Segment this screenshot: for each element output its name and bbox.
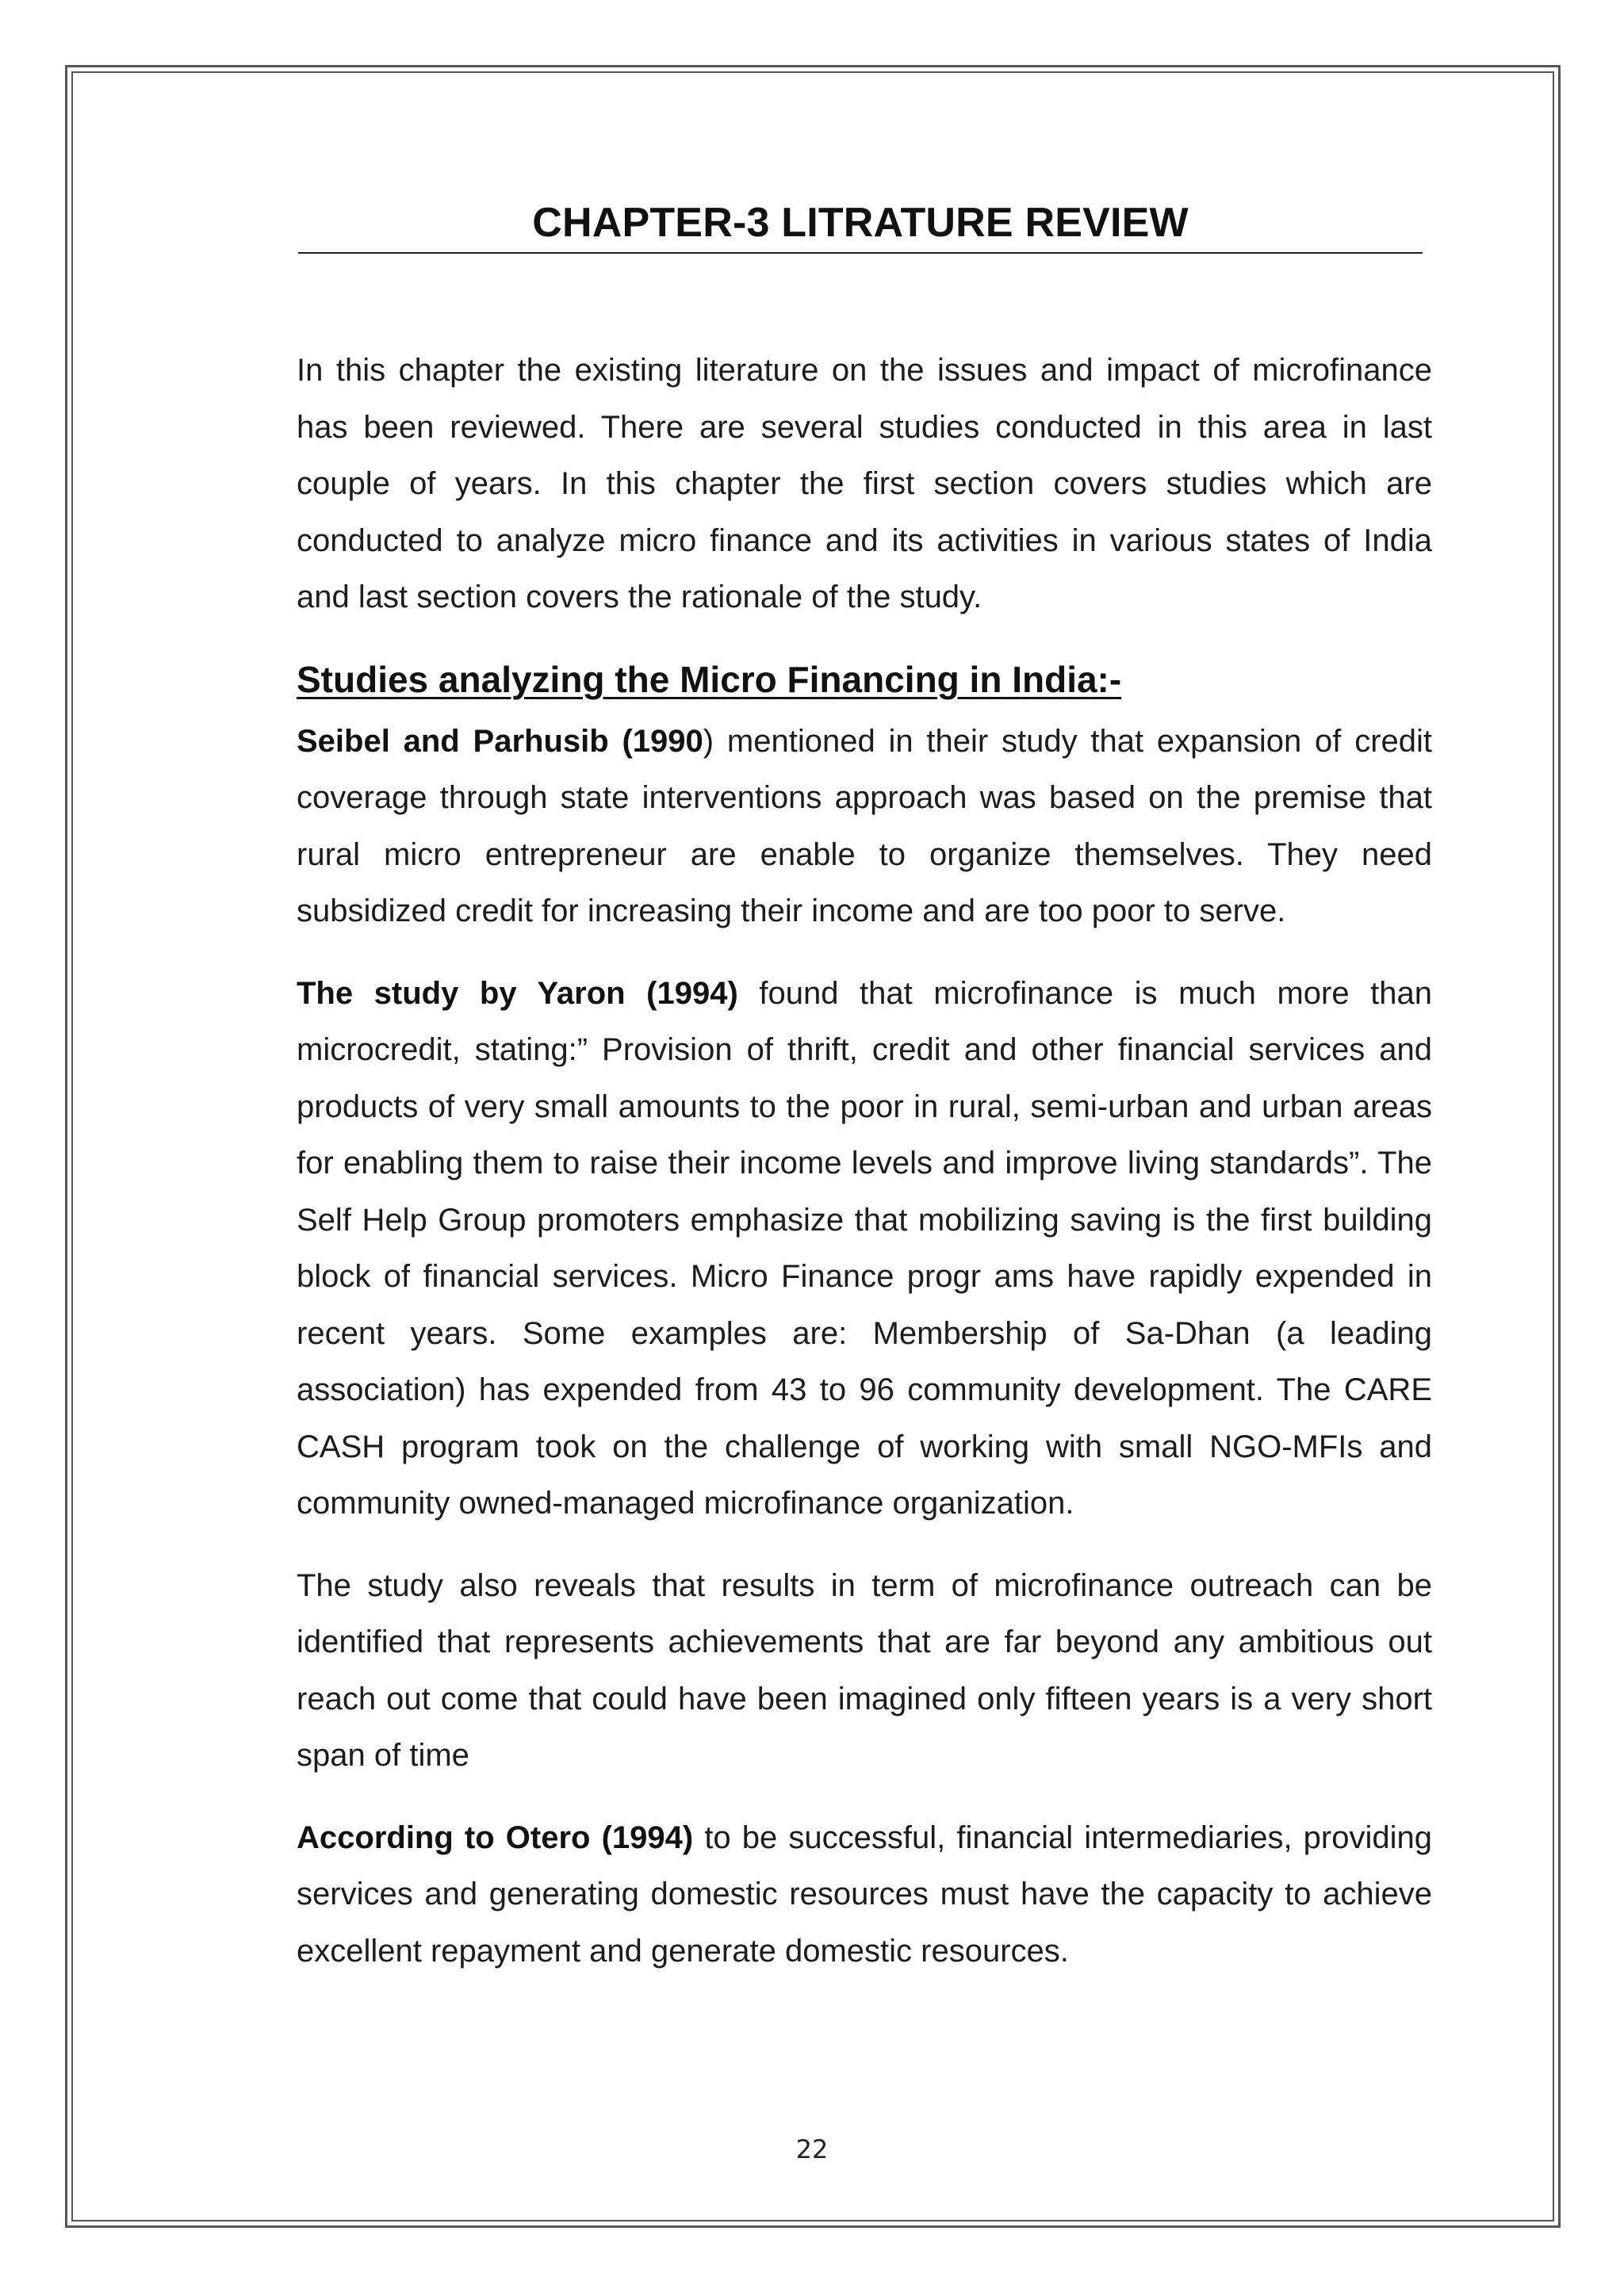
study-text: found that microfinance is much more than microcredit, stating:” Provision of thrift, credit and other financial services and products of very small amounts to the poor in rural, semi-urban and urban areas for enabling them to raise their income levels and improve living standards”. The Self Help Group promoters emphasize that mobilizing saving is the first building block of financial services. Micro Finance progr ams have rapidly expended in recent years. Some examples are: Membership of Sa-Dhan (a leading association) has expended from 43 to 96 community development. The CARE CASH program took on the challenge of working with small NGO-MFIs and community owned-managed microfinance organization. <box>297 975 1432 1521</box>
study-paragraph-seibel <box>297 714 1432 940</box>
study-citation: According to Otero (1994) <box>297 1820 694 1855</box>
study-text: to be successful, financial intermediaries, providing services and generating domestic resources must have the capacity to achieve excellent repayment and generate domestic resources. <box>297 1820 1432 1969</box>
document-body <box>297 342 1432 2005</box>
study-text: ) mentioned in their study that expansion of credit coverage through state interventions approach was based on the premise that rural micro entrepreneur are enable to organize themselves. They need subsidized credit for increasing their income and are too poor to serve. <box>297 723 1433 928</box>
title-underline <box>298 252 1423 254</box>
intro-paragraph: In this chapter the existing literature on the issues and impact of microfinance has been reviewed. There are several studies conducted in this area in last couple of years. In this chapter the first section covers studies which are conducted to analyze micro finance and its activities in various states of India and last section covers the rationale of the study. <box>297 353 1432 614</box>
study-text: The study also reveals that results in term of microfinance outreach can be identified that represents achievements that are far beyond any ambitious out reach out come that could have been imagined only fifteen years is a very short span of time <box>297 1567 1432 1773</box>
study-paragraph-yaron <box>297 966 1432 1533</box>
page-number: 22 <box>795 2134 829 2164</box>
study-paragraph-otero <box>297 1810 1432 1980</box>
chapter-title: CHAPTER-3 LITRATURE REVIEW <box>532 200 1189 246</box>
study-paragraph-reveals <box>297 1558 1432 1785</box>
section-heading: Studies analyzing the Micro Financing in India:- <box>297 658 1122 700</box>
study-citation: The study by Yaron (1994) <box>297 975 738 1011</box>
study-citation: Seibel and Parhusib (1990 <box>297 723 703 759</box>
